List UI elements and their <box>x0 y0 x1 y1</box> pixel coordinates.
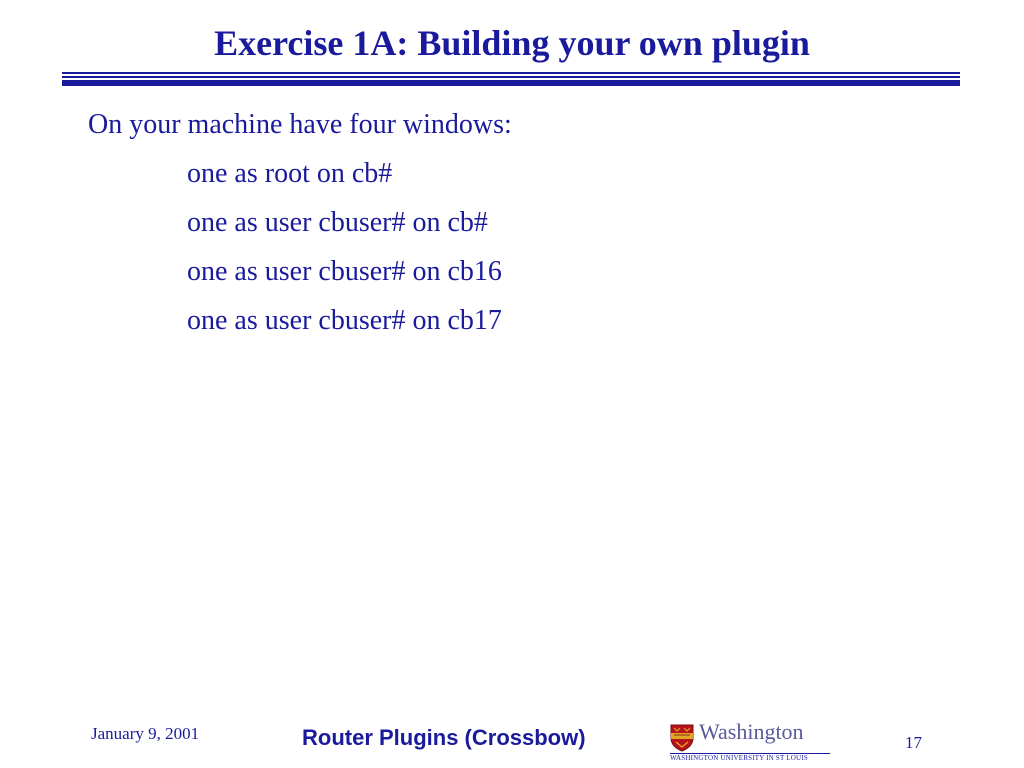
window-list-item: one as user cbuser# on cb17 <box>187 305 502 336</box>
logo-wordmark: Washington <box>699 719 804 744</box>
slide-title: Exercise 1A: Building your own plugin <box>214 23 810 63</box>
title-divider-thin-top <box>62 72 960 74</box>
window-list <box>187 157 502 353</box>
title-divider-thick <box>62 80 960 86</box>
university-logo <box>670 719 832 762</box>
logo-subtitle: WASHINGTON UNIVERSITY IN ST LOUIS <box>670 754 808 762</box>
window-list-item: one as user cbuser# on cb16 <box>187 256 502 287</box>
footer-date: January 9, 2001 <box>91 724 200 743</box>
lead-text: On your machine have four windows: <box>88 109 512 140</box>
window-list-item: one as user cbuser# on cb# <box>187 207 488 238</box>
page-number: 17 <box>905 733 922 752</box>
window-list-item: one as root on cb# <box>187 158 393 189</box>
university-shield-icon <box>670 724 694 752</box>
title-divider-thin-middle <box>62 76 960 78</box>
footer-title: Router Plugins (Crossbow) <box>302 725 586 750</box>
